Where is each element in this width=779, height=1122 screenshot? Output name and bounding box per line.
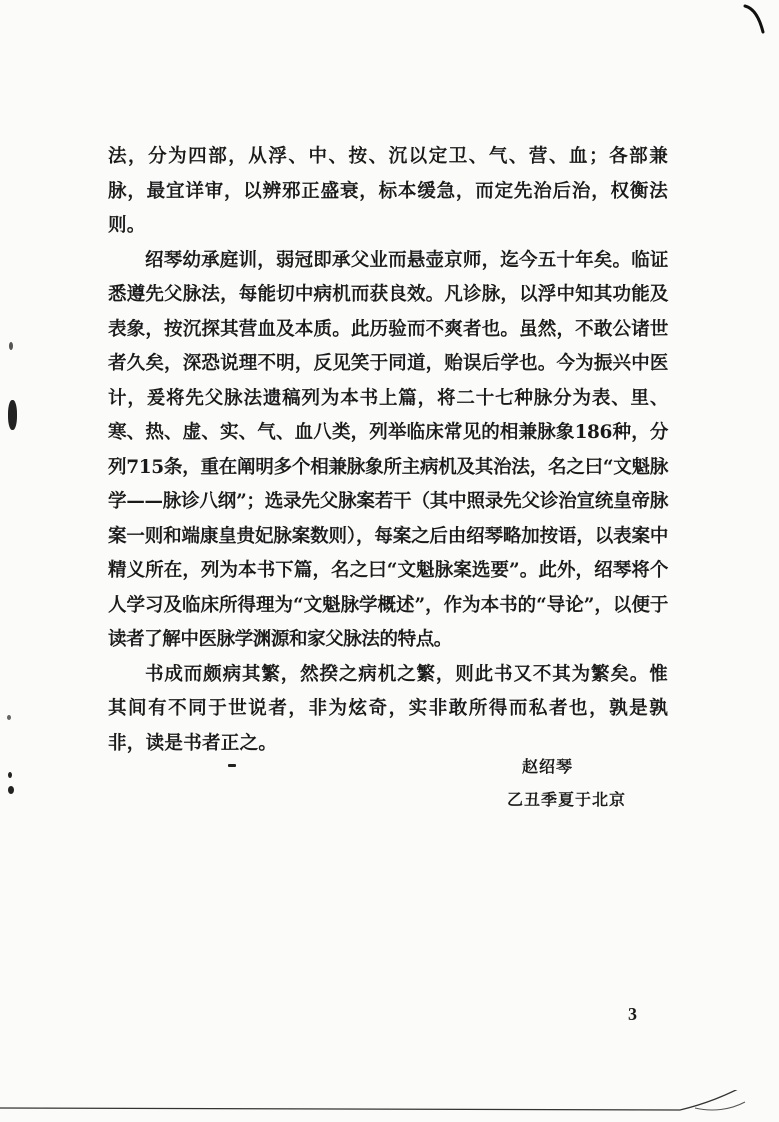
scan-speck	[8, 400, 17, 430]
paragraph-1: 法，分为四部，从浮、中、按、沉以定卫、气、营、血；各部兼脉，最宜详审，以辨邪正盛衰，标本缓急，而定先治后治，权衡法则。	[108, 146, 668, 236]
author-signature: 赵绍琴	[522, 757, 574, 776]
scan-speck	[7, 715, 11, 720]
page-bottom-edge	[0, 1090, 779, 1122]
date-place-line: 乙丑季夏于北京	[507, 790, 627, 809]
paragraph-3: 书成而颇病其繁，然揆之病机之繁，则此书又不其为繁矣。惟其间有不同于世说者，非为炫奇，实非敢所得而私者也，孰是孰非，读是书者正之。	[108, 663, 668, 754]
scan-speck	[9, 342, 13, 350]
paragraph-2: 绍琴幼承庭训，弱冠即承父业而悬壶京师，迄今五十年矣。临证悉遵先父脉法，每能切中病机而获良效。凡诊脉，以浮中知其功能及表象，按沉探其营血及本质。此历验而不爽者也。虽然，不敢公诸世者久矣，深恐说理不明，反见笑于同道，贻误后学也。今为振兴中医计，爰将先父脉法遗稿列为本书上篇，将二十七种脉分为表、里、寒、热、虚、实、气、血八类，列举临床常见的相兼脉象186种，分列715条，重在阐明多个相兼脉象所主病机及其治法，名之曰“文魁脉学——脉诊八纲”；选录先父脉案若干（其中照录先父诊治宣统皇帝脉案一则和端康皇贵妃脉案数则），每案之后由绍琴略加按语，以表案中精义所在，列为本书下篇，名之曰“文魁脉案选要”。此外，绍琴将个人学习及临床所得理为“文魁脉学概述”，作为本书的“导论”，以便于读者了解中医脉学渊源和家父脉法的特点。	[108, 249, 668, 650]
page-corner-fold-mark	[743, 4, 765, 34]
scan-speck	[8, 772, 12, 778]
page-number: 3	[628, 1004, 637, 1024]
scan-speck	[8, 786, 14, 794]
scan-speck	[228, 764, 236, 767]
body-text	[108, 140, 668, 761]
